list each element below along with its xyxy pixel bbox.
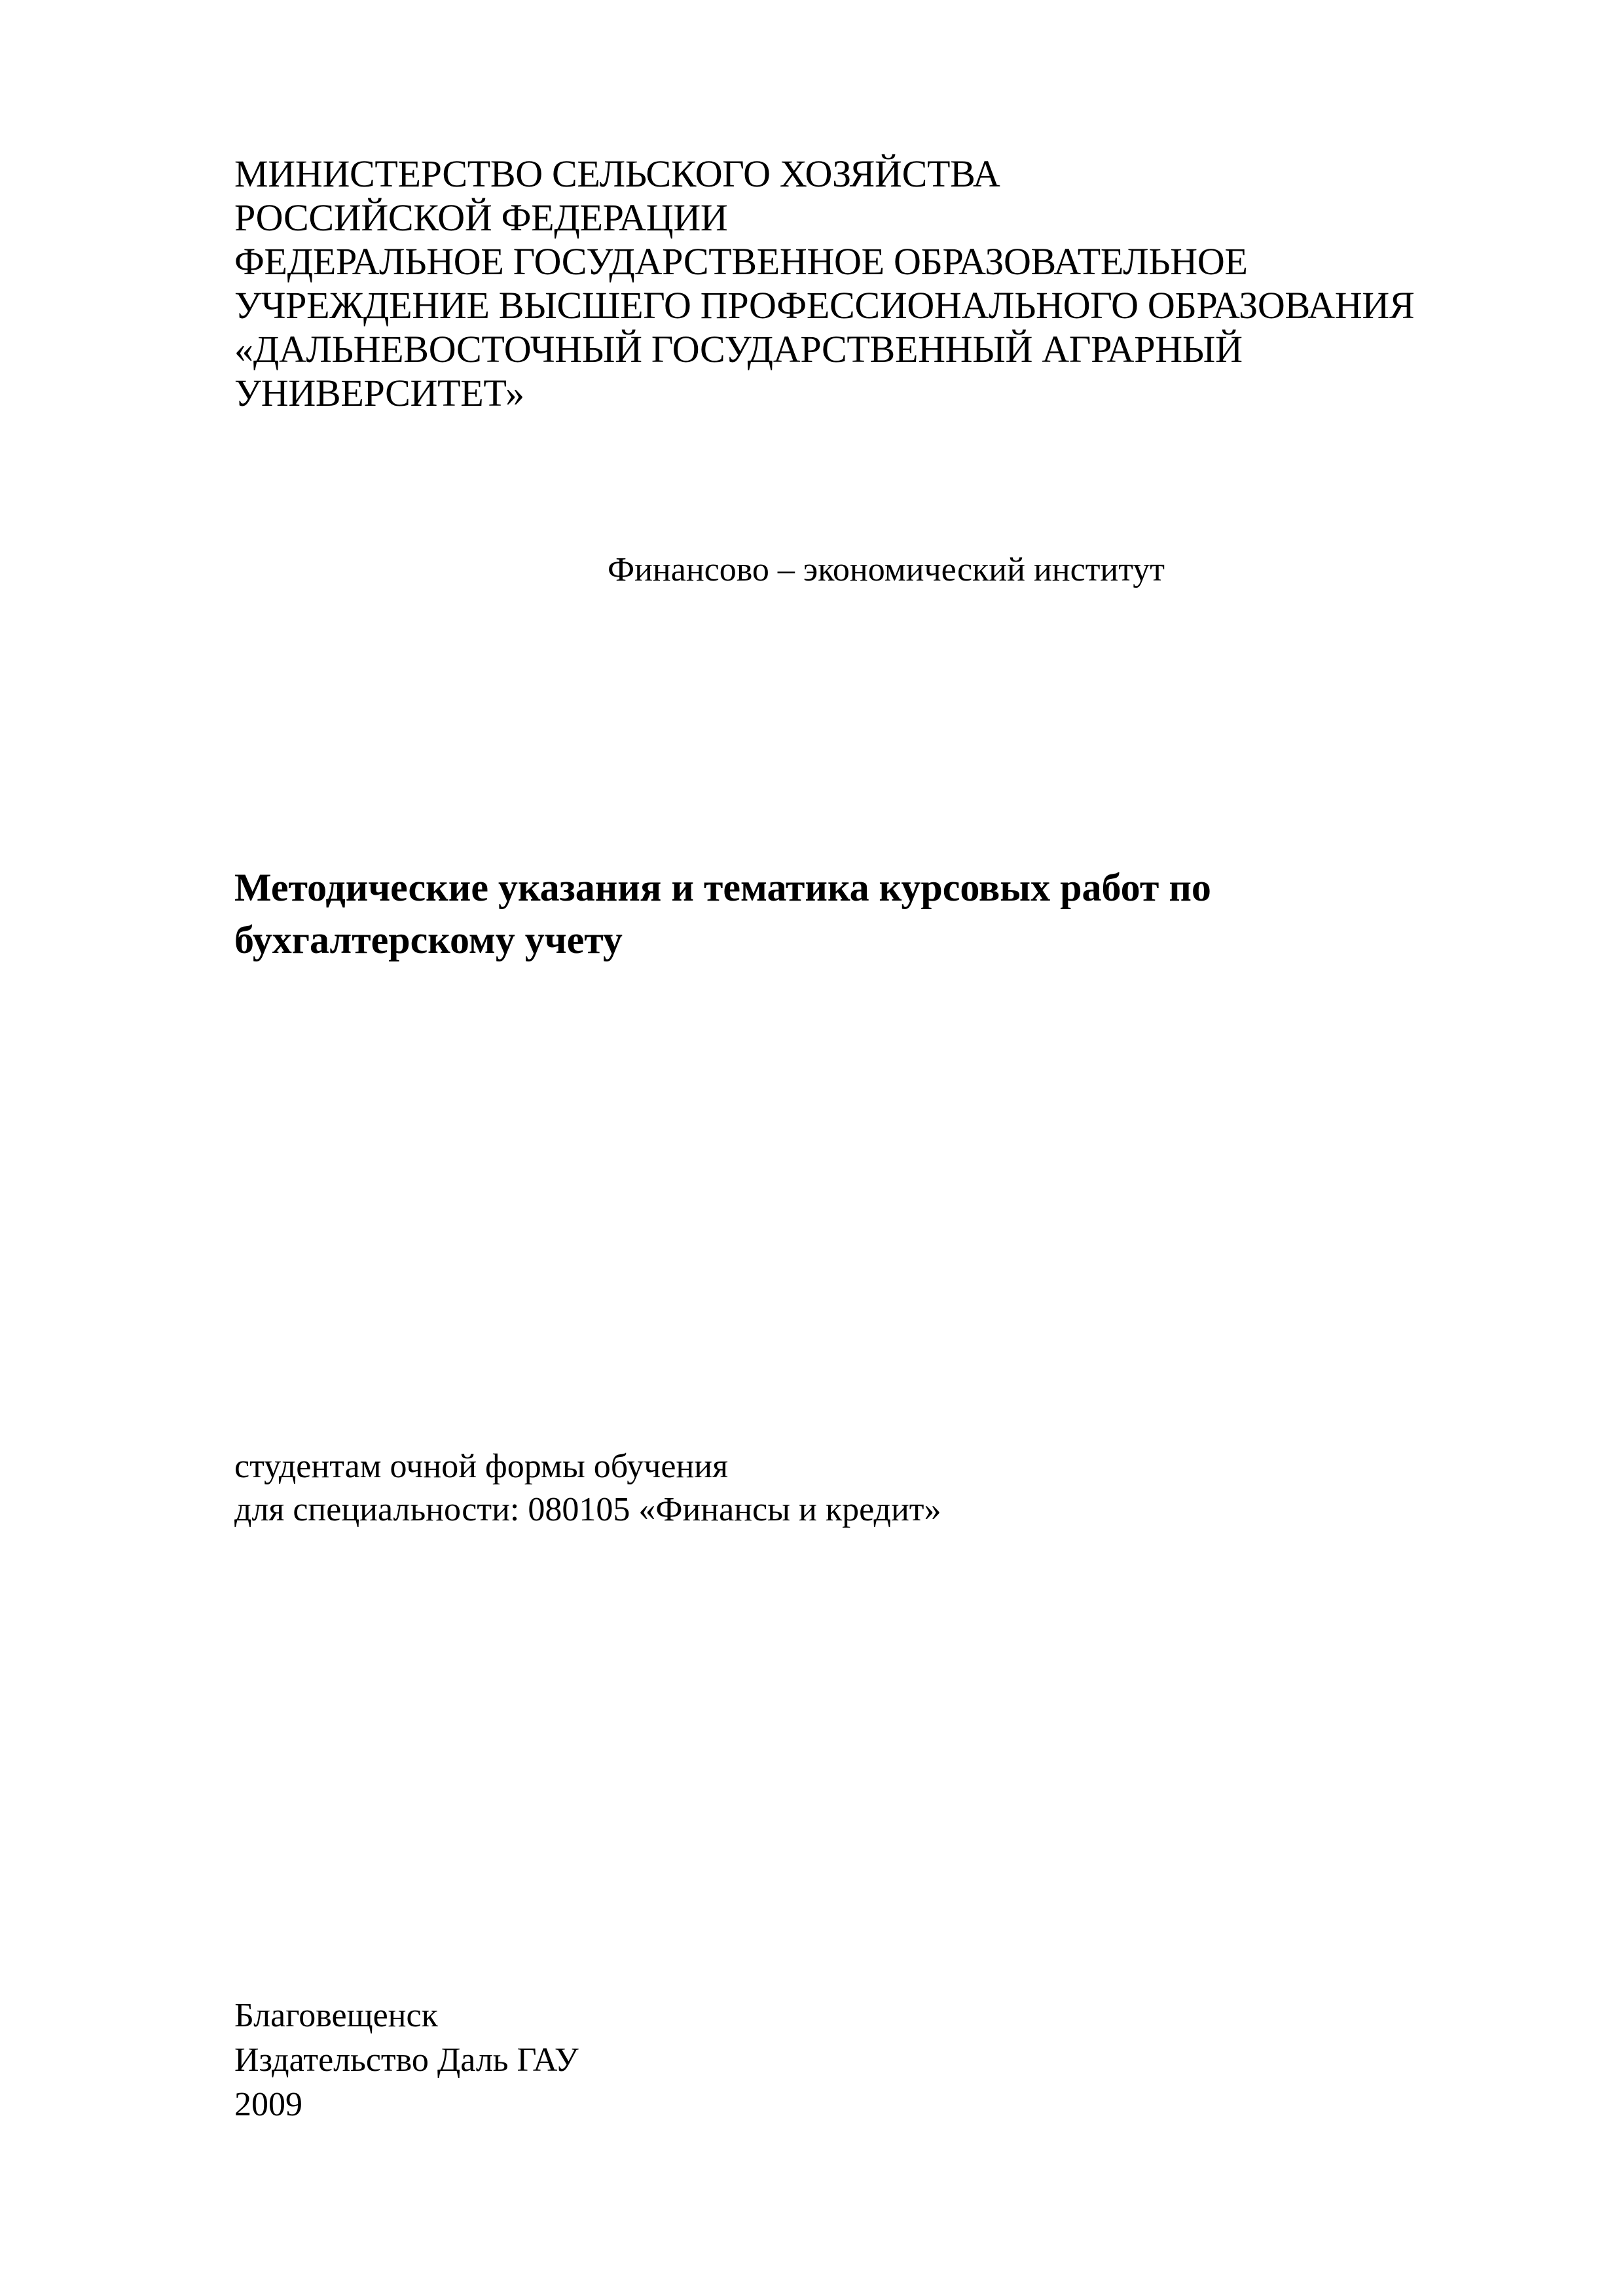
header-line-5: «ДАЛЬНЕВОСТОЧНЫЙ ГОСУДАРСТВЕННЫЙ АГРАРНЫЙ — [234, 328, 1243, 370]
header-line-4: УЧРЕЖДЕНИЕ ВЫСШЕГО ПРОФЕССИОНАЛЬНОГО ОБРАЗОВАНИЯ — [234, 284, 1415, 327]
document-title — [234, 861, 1211, 966]
imprint-publisher: Издательство Даль ГАУ — [234, 2041, 579, 2079]
header-line-2: РОССИЙСКОЙ ФЕДЕРАЦИИ — [234, 196, 728, 239]
title-line-2: бухгалтерскому учету — [234, 918, 623, 961]
publication-imprint — [234, 1994, 579, 2127]
institute-name — [608, 550, 1165, 590]
imprint-city: Благовещенск — [234, 1997, 438, 2034]
institute-line: Финансово – экономический институт — [608, 551, 1165, 588]
audience-line-2: для специальности: 080105 «Финансы и кредит» — [234, 1491, 941, 1528]
header-line-3: ФЕДЕРАЛЬНОЕ ГОСУДАРСТВЕННОЕ ОБРАЗОВАТЕЛЬНОЕ — [234, 240, 1248, 283]
audience-line-1: студентам очной формы обучения — [234, 1448, 729, 1485]
header-line-6: УНИВЕРСИТЕТ» — [234, 372, 524, 414]
ministry-header — [234, 152, 1414, 415]
header-line-1: МИНИСТЕРСТВО СЕЛЬСКОГО ХОЗЯЙСТВА — [234, 152, 1000, 195]
target-audience — [234, 1445, 941, 1532]
imprint-year: 2009 — [234, 2086, 302, 2123]
title-line-1: Методические указания и тематика курсовых работ по — [234, 866, 1211, 909]
